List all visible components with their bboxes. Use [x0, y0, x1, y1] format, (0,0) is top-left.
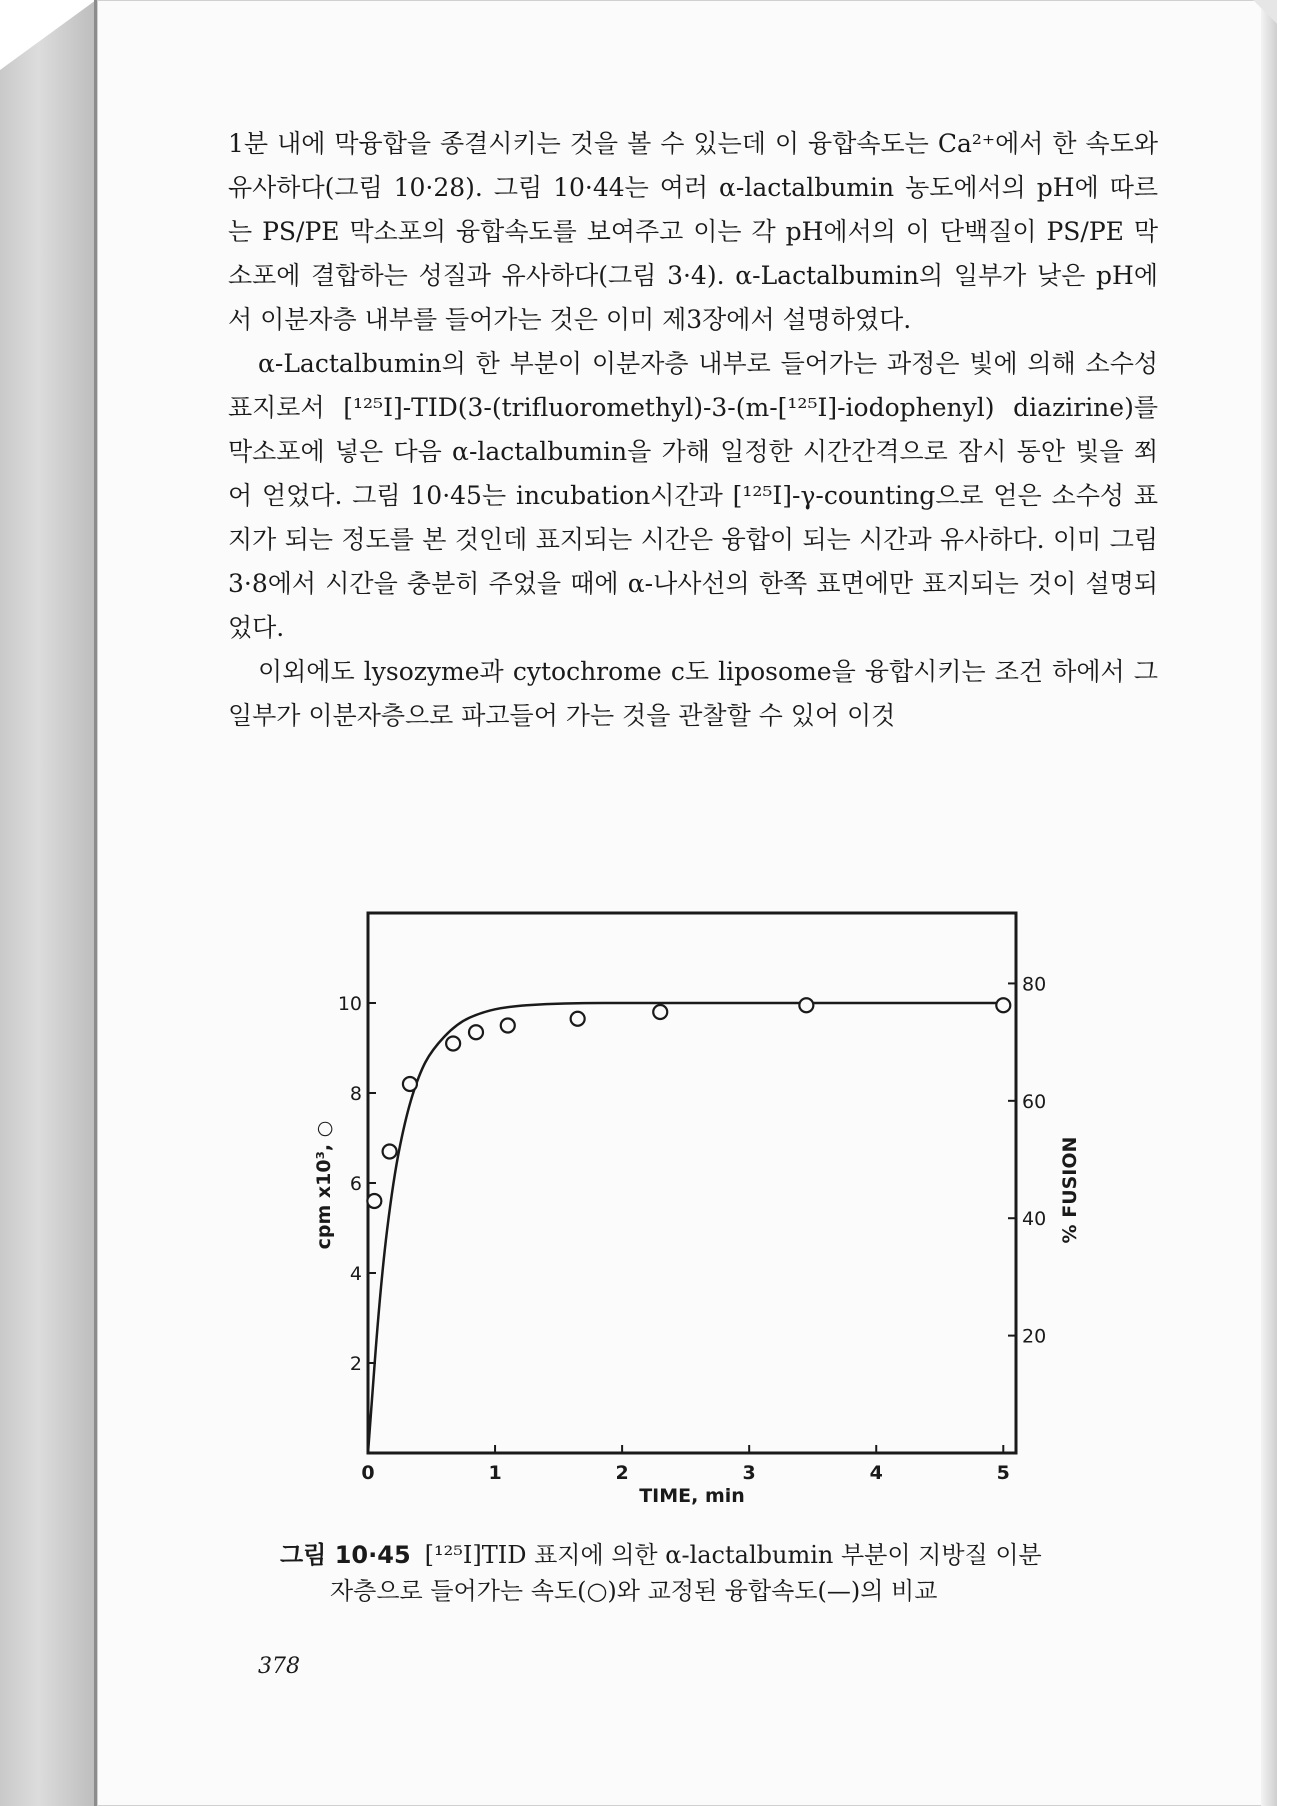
y2-tick-label: 40 — [1022, 1208, 1047, 1231]
figure-10-45 — [300, 880, 1120, 1510]
figure-number: 그림 10·45 — [280, 1541, 411, 1569]
fusion-curve — [368, 1003, 1003, 1453]
labeling-point — [996, 998, 1010, 1012]
y2-tick-label: 60 — [1022, 1090, 1047, 1113]
page-edge — [1261, 0, 1277, 1806]
y2-tick-label: 20 — [1022, 1325, 1047, 1348]
labeling-point — [469, 1025, 483, 1039]
labeling-point — [571, 1012, 585, 1026]
labeling-point — [383, 1145, 397, 1159]
y2-axis-title: % FUSION — [1059, 1136, 1081, 1244]
labeling-point — [501, 1019, 515, 1033]
x-tick-label: 0 — [361, 1462, 375, 1484]
page-corner — [1253, 0, 1277, 24]
book-spine — [0, 0, 96, 1806]
paragraph-3: 이외에도 lysozyme과 cytochrome c도 liposome을 융합시키는 조건 하에서 그 일부가 이분자층으로 파고들어 가는 것을 관찰할 수 있어 이것 — [228, 657, 1158, 730]
figure-caption — [280, 1537, 1140, 1609]
labeling-point — [403, 1077, 417, 1091]
y2-tick-label: 80 — [1022, 973, 1047, 996]
caption-line-2: 자층으로 들어가는 속도(○)와 교정된 융합속도(—)의 비교 — [330, 1577, 938, 1605]
time-course-chart — [300, 880, 1120, 1510]
body-text — [228, 122, 1158, 738]
fusion-series-line — [368, 1003, 1003, 1453]
x-tick-label: 3 — [742, 1462, 756, 1484]
page-number: 378 — [258, 1654, 300, 1679]
x-axis-title: TIME, min — [639, 1485, 745, 1507]
y2-axis-ticks — [1008, 973, 1046, 1347]
x-tick-label: 2 — [615, 1462, 629, 1484]
x-tick-label: 1 — [488, 1462, 502, 1484]
x-axis-ticks — [361, 1445, 1010, 1484]
x-tick-label: 4 — [869, 1462, 883, 1484]
labeling-points — [367, 998, 1010, 1208]
x-tick-label: 5 — [996, 1462, 1010, 1484]
y-axis-ticks — [338, 993, 376, 1375]
plot-frame — [368, 913, 1016, 1453]
labeling-point — [653, 1005, 667, 1019]
paragraph-1: 1분 내에 막융합을 종결시키는 것을 볼 수 있는데 이 융합속도는 Ca²⁺에서 한 속도와 유사하다(그림 10·28). 그림 10·44는 여러 α-lactalbumin 농도에서의 pH에 따르는 PS/PE 막소포의 융합속도를 보여주고 이는 각 pH에서의 이 단백질이 PS/PE 막소포에 결합하는 성질과 유사하다(그림 3·4). α-Lactalbumin의 일부가 낮은 pH에서 이분자층 내부를 들어가는 것은 이미 제3장에서 설명하였다. — [228, 129, 1158, 334]
labeling-point — [799, 998, 813, 1012]
caption-line-1 — [280, 1537, 1140, 1573]
y-tick-label: 4 — [349, 1263, 362, 1285]
y-tick-label: 10 — [337, 993, 362, 1015]
paragraph-2: α-Lactalbumin의 한 부분이 이분자층 내부로 들어가는 과정은 빛에 의해 소수성 표지로서 [¹²⁵I]-TID(3-(trifluoromethyl)-3-(m-[¹²⁵I]-iodophenyl) diazirine)를 막소포에 넣은 다음 α-lactalbumin을 가해 일정한 시간간격으로 잠시 동안 빛을 쬐어 얻었다. 그림 10·45는 incubation시간과 [¹²⁵I]-γ-counting으로 얻은 소수성 표지가 되는 정도를 본 것인데 표지되는 시간은 융합이 되는 시간과 유사하다. 이미 그림 3·8에서 시간을 충분히 주었을 때에 α-나사선의 한쪽 표면에만 표지되는 것이 설명되었다. — [228, 349, 1158, 642]
y-tick-label: 6 — [349, 1173, 362, 1195]
caption-text-1: [¹²⁵I]TID 표지에 의한 α-lactalbumin 부분이 지방질 이분 — [424, 1541, 1042, 1569]
y-tick-label: 8 — [349, 1083, 362, 1105]
labeling-point — [367, 1194, 381, 1208]
y-axis-title: cpm x10³, ○ — [313, 1120, 335, 1250]
labeling-point — [446, 1037, 460, 1051]
y-tick-label: 2 — [349, 1353, 362, 1375]
